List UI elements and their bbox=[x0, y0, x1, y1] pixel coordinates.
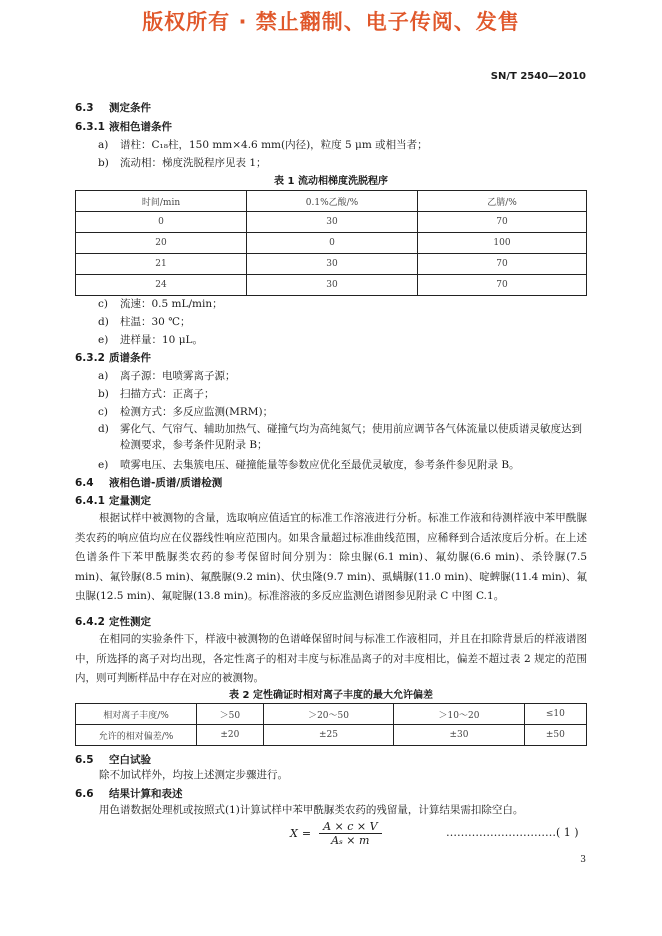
table1-caption: 表 1 流动相梯度洗脱程序 bbox=[274, 176, 388, 187]
heading-6-4-2 bbox=[75, 614, 151, 629]
item-text: 离子源：电喷雾离子源； bbox=[120, 370, 236, 382]
watermark: 版权所有 · 禁止翻制、电子传阅、发售 bbox=[142, 10, 520, 34]
table-cell: 100 bbox=[418, 233, 587, 254]
formula-lhs: X bbox=[290, 827, 298, 840]
standard-number: SN/T 2540—2010 bbox=[490, 71, 586, 82]
heading-6-3 bbox=[75, 100, 151, 115]
table-row bbox=[76, 725, 587, 746]
heading-number: 6.4.1 bbox=[75, 495, 105, 507]
heading-6-4 bbox=[75, 475, 222, 490]
item-text: 流动相：梯度洗脱程序见表 1； bbox=[120, 157, 267, 169]
table-cell: 30 bbox=[247, 275, 418, 296]
table-cell: ±25 bbox=[263, 725, 393, 746]
table-row bbox=[76, 233, 587, 254]
heading-title: 质谱条件 bbox=[109, 352, 151, 364]
heading-title: 液相色谱条件 bbox=[109, 121, 172, 133]
lc-item-e bbox=[98, 332, 203, 347]
paragraph-qualitative: 在相同的实验条件下，样液中被测物的色谱峰保留时间与标准工作液相同，并且在扣除背景后的样液谱图中，所选择的离子对均出现，各定性离子的相对丰度与标准品离子的对丰度相比，偏差不超过表 2 规定的范围内，则可判断样品中存在对应的被测物。 bbox=[75, 633, 587, 684]
heading-title: 液相色谱-质谱/质谱检测 bbox=[109, 477, 223, 489]
item-label: c) bbox=[98, 298, 108, 310]
table-cell: 24 bbox=[76, 275, 247, 296]
formula-equals: = bbox=[301, 827, 312, 840]
heading-title: 定性测定 bbox=[109, 616, 151, 628]
lc-item-c bbox=[98, 296, 223, 311]
paragraph-calculation: 用色谱数据处理机或按照式(1)计算试样中苯甲酰脲类农药的残留量，计算结果需扣除空白。 bbox=[99, 804, 524, 816]
item-text: 进样量：10 μL。 bbox=[120, 334, 203, 346]
heading-number: 6.3.2 bbox=[75, 352, 105, 364]
table-row bbox=[76, 704, 587, 725]
table-cell: 30 bbox=[247, 212, 418, 233]
item-text: 谱柱：C₁₈柱，150 mm×4.6 mm(内径)，粒度 5 μm 或相当者； bbox=[120, 139, 428, 151]
table-header-cell: 时间/min bbox=[76, 191, 247, 212]
lc-item-b bbox=[98, 155, 267, 170]
table-cell: ≤10 bbox=[524, 704, 586, 725]
page-number: 3 bbox=[580, 855, 586, 865]
table-cell: ＞10～20 bbox=[394, 704, 524, 725]
heading-number: 6.5 bbox=[75, 754, 94, 766]
table-header-cell: 乙腈/% bbox=[418, 191, 587, 212]
heading-6-6 bbox=[75, 786, 183, 801]
formula-numerator: A × c × V bbox=[319, 820, 381, 834]
heading-number: 6.4.2 bbox=[75, 616, 105, 628]
formula-denominator: Aₛ × m bbox=[331, 834, 370, 847]
item-label: d) bbox=[98, 316, 109, 328]
paragraph-blank-test: 除不加试样外，均按上述测定步骤进行。 bbox=[99, 769, 288, 781]
table-cell: 70 bbox=[418, 275, 587, 296]
table-header-cell: 0.1%乙酸/% bbox=[247, 191, 418, 212]
ms-item-b bbox=[98, 386, 215, 401]
item-label: b) bbox=[98, 157, 109, 169]
table-row bbox=[76, 275, 587, 296]
table-cell: 30 bbox=[247, 254, 418, 275]
table-cell: ±50 bbox=[524, 725, 586, 746]
heading-number: 6.6 bbox=[75, 788, 94, 800]
item-text: 柱温：30 ℃； bbox=[120, 316, 191, 328]
table2 bbox=[75, 703, 587, 746]
table-cell: 相对离子丰度/% bbox=[76, 704, 197, 725]
table-header-row bbox=[76, 191, 587, 212]
heading-title: 测定条件 bbox=[109, 102, 151, 114]
heading-6-3-1 bbox=[75, 119, 172, 134]
item-label: e) bbox=[98, 459, 109, 471]
heading-number: 6.4 bbox=[75, 477, 94, 489]
item-label: e) bbox=[98, 334, 109, 346]
heading-number: 6.3 bbox=[75, 102, 94, 114]
table2-caption: 表 2 定性确证时相对离子丰度的最大允许偏差 bbox=[229, 690, 433, 701]
item-label: a) bbox=[98, 370, 109, 382]
item-label: a) bbox=[98, 139, 109, 151]
item-text: 雾化气、气帘气、辅助加热气、碰撞气均为高纯氮气；使用前应调节各气体流量以使质谱灵敏度达到检测要求，参考条件见附录 B； bbox=[120, 423, 582, 451]
heading-title: 定量测定 bbox=[109, 495, 151, 507]
ms-item-d bbox=[98, 421, 588, 453]
heading-6-3-2 bbox=[75, 350, 151, 365]
table-cell: 允许的相对偏差/% bbox=[76, 725, 197, 746]
item-text: 喷雾电压、去集簇电压、碰撞能量等参数应优化至最优灵敏度，参考条件参见附录 B。 bbox=[120, 459, 520, 471]
table1 bbox=[75, 190, 587, 296]
table-cell: 70 bbox=[418, 212, 587, 233]
formula-number: …………………………( 1 ) bbox=[446, 826, 579, 839]
paragraph-quantitative: 根据试样中被测物的含量，选取响应值适宜的标准工作溶液进行分析。标准工作液和待测样液中苯甲酰脲类农药的响应值均应在仪器线性响应范围内。如果含量超过标准曲线范围，应稀释到合适浓度后分析。在上述色谱条件下苯甲酰脲类农药的参考保留时间分别为：除虫脲(6.1 min)、氟幼脲(6.6 min)、杀铃脲(7.5 min)、氟铃脲(8.5 min)、氟酰脲(9.2 min)、伏虫隆(9.7 min)、虱螨脲(11.0 min)、啶蜱脲(11.4 min)、氟虫脲(12.5 min)、氟啶脲(13.8 min)。标准溶液的多反应监测色谱图参见附录 C 中图 C.1。 bbox=[75, 512, 587, 602]
heading-6-5 bbox=[75, 752, 151, 767]
heading-title: 空白试验 bbox=[109, 754, 151, 766]
item-text: 流速：0.5 mL/min； bbox=[120, 298, 223, 310]
ms-item-e bbox=[98, 457, 520, 472]
table-row bbox=[76, 254, 587, 275]
item-label: d) bbox=[98, 423, 109, 435]
table-cell: ±20 bbox=[197, 725, 264, 746]
table-cell: ±30 bbox=[394, 725, 524, 746]
table-cell: 20 bbox=[76, 233, 247, 254]
table-cell: 0 bbox=[76, 212, 247, 233]
formula-fraction bbox=[319, 820, 381, 847]
item-text: 检测方式：多反应监测(MRM)； bbox=[120, 406, 274, 418]
table-cell: 0 bbox=[247, 233, 418, 254]
table-row bbox=[76, 212, 587, 233]
lc-item-a bbox=[98, 137, 428, 152]
ms-item-c bbox=[98, 404, 273, 419]
heading-number: 6.3.1 bbox=[75, 121, 105, 133]
item-label: c) bbox=[98, 406, 108, 418]
item-text: 扫描方式：正离子； bbox=[120, 388, 215, 400]
heading-6-4-1 bbox=[75, 493, 151, 508]
ms-item-a bbox=[98, 368, 236, 383]
table-cell: 70 bbox=[418, 254, 587, 275]
table-cell: 21 bbox=[76, 254, 247, 275]
item-label: b) bbox=[98, 388, 109, 400]
lc-item-d bbox=[98, 314, 190, 329]
table-cell: ＞20～50 bbox=[263, 704, 393, 725]
table-cell: ＞50 bbox=[197, 704, 264, 725]
formula-1 bbox=[290, 820, 382, 847]
heading-title: 结果计算和表述 bbox=[109, 788, 183, 800]
